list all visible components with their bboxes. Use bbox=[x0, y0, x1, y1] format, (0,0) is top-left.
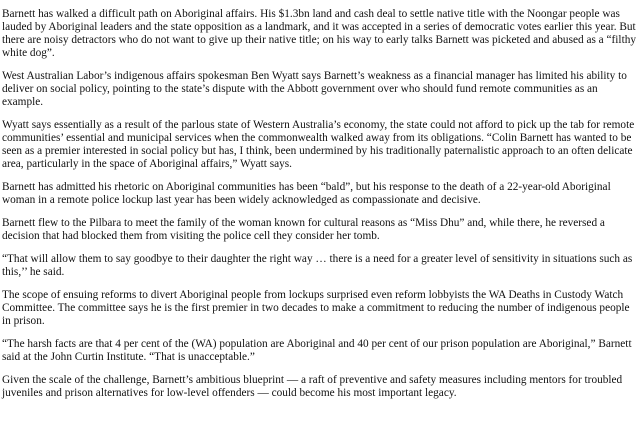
paragraph-4: Barnett has admitted his rhetoric on Aboriginal communities has been “bald”, but his response to the death of a 22-year-old Aboriginal woman in a remote police lockup last year has been widely acknowledged as compassionate and decisive. bbox=[2, 181, 611, 206]
paragraph-7: The scope of ensuing reforms to divert Aboriginal people from lockups surprised even reform lobbyists the WA Deaths in Custody Watch Committee. The committee says he is the first premier in two decades to make a commitment to reducing the number of indigenous people in prison. bbox=[2, 289, 630, 327]
paragraph-5: Barnett flew to the Pilbara to meet the family of the woman known for cultural reasons as “Miss Dhu” and, while there, he reversed a decision that had blocked them from visiting the police cell they consider her tomb. bbox=[2, 217, 605, 242]
paragraph-9: Given the scale of the challenge, Barnett’s ambitious blueprint — a raft of preventive and safety measures including mentors for troubled juveniles and prison alternatives for low-level offenders — could become his most important legacy. bbox=[2, 374, 623, 399]
paragraph-1: Barnett has walked a difficult path on Aboriginal affairs. His $1.3bn land and cash deal to settle native title with the Noongar people was lauded by Aboriginal leaders and the state opposition as a landmark, and it was accepted in a series of democratic votes earlier this year. But there are noisy detractors who do not want to give up their native title; on his way to early talks Barnett was picketed and abused as a “filthy white dog”. bbox=[2, 8, 637, 59]
paragraph-2: West Australian Labor’s indigenous affairs spokesman Ben Wyatt says Barnett’s weakness as a financial manager has limited his ability to deliver on social policy, pointing to the state’s dispute with the Abbott government over who should fund remote communities as an example. bbox=[2, 70, 627, 108]
paragraph-6: “That will allow them to say goodbye to their daughter the right way … there is a need for a greater level of sensitivity in situations such as this,’’ he said. bbox=[2, 253, 633, 278]
paragraph-3: Wyatt says essentially as a result of the parlous state of Western Australia’s economy, the state could not afford to pick up the tab for remote communities’ essential and municipal services when the commonwealth walked away from its obligations. “Colin Barnett has wanted to be seen as a premier interested in social policy but has, I think, been undermined by his traditionally paternalistic approach to an often delicate area, particularly in the space of Aboriginal affairs,” Wyatt says. bbox=[2, 119, 635, 170]
paragraph-8: “The harsh facts are that 4 per cent of the (WA) population are Aboriginal and 40 per cent of our prison population are Aboriginal,” Barnett said at the John Curtin Institute. “That is unacceptable.” bbox=[2, 338, 632, 363]
article-body bbox=[2, 8, 638, 410]
